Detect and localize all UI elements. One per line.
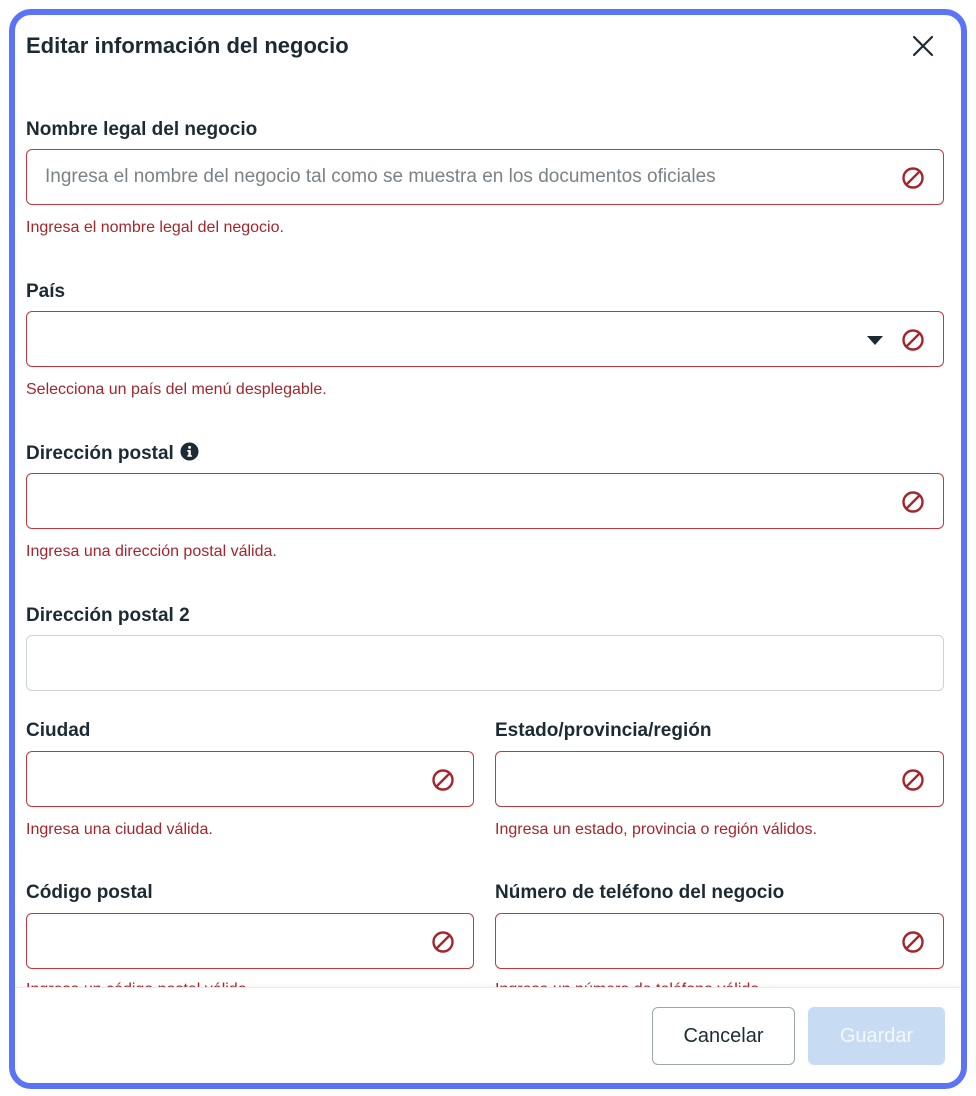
state-input[interactable] — [495, 751, 944, 807]
address-label-text: Dirección postal — [26, 443, 174, 464]
close-button[interactable] — [910, 33, 936, 59]
legal-name-error: Ingresa el nombre legal del negocio. — [26, 219, 284, 236]
error-icon — [901, 490, 925, 514]
legal-name-label: Nombre legal del negocio — [26, 119, 258, 140]
city-error: Ingresa una ciudad válida. — [26, 821, 213, 838]
address-input[interactable] — [26, 473, 944, 529]
state-label: Estado/provincia/región — [495, 720, 712, 741]
error-icon — [431, 930, 455, 954]
country-label: País — [26, 281, 66, 302]
state-error: Ingresa un estado, provincia o región válidos. — [495, 821, 817, 838]
edit-business-dialog — [9, 9, 967, 1089]
error-icon — [901, 768, 925, 792]
address-error: Ingresa una dirección postal válida. — [26, 543, 277, 560]
error-icon — [901, 930, 925, 954]
phone-input[interactable] — [495, 913, 944, 969]
info-icon[interactable] — [180, 442, 199, 461]
city-label: Ciudad — [26, 720, 91, 741]
country-select[interactable] — [26, 311, 944, 367]
dialog-footer — [15, 987, 961, 1084]
city-input[interactable] — [26, 751, 474, 807]
address2-input[interactable] — [26, 635, 944, 691]
cancel-button[interactable]: Cancelar — [652, 1007, 795, 1065]
postal-code-label: Código postal — [26, 882, 153, 903]
postal-code-input[interactable] — [26, 913, 474, 969]
address-label — [26, 442, 199, 465]
error-icon — [901, 328, 925, 352]
address2-label: Dirección postal 2 — [26, 605, 190, 626]
error-icon — [901, 166, 925, 190]
dialog-title: Editar información del negocio — [26, 33, 349, 58]
country-error: Selecciona un país del menú desplegable. — [26, 381, 327, 398]
phone-label: Número de teléfono del negocio — [495, 882, 785, 903]
error-icon — [431, 768, 455, 792]
close-icon — [910, 33, 936, 59]
legal-name-placeholder: Ingresa el nombre del negocio tal como se muestra en los documentos oficiales — [45, 166, 716, 187]
save-button[interactable]: Guardar — [808, 1007, 945, 1065]
dropdown-caret-icon — [867, 336, 883, 345]
legal-name-input[interactable] — [26, 149, 944, 205]
